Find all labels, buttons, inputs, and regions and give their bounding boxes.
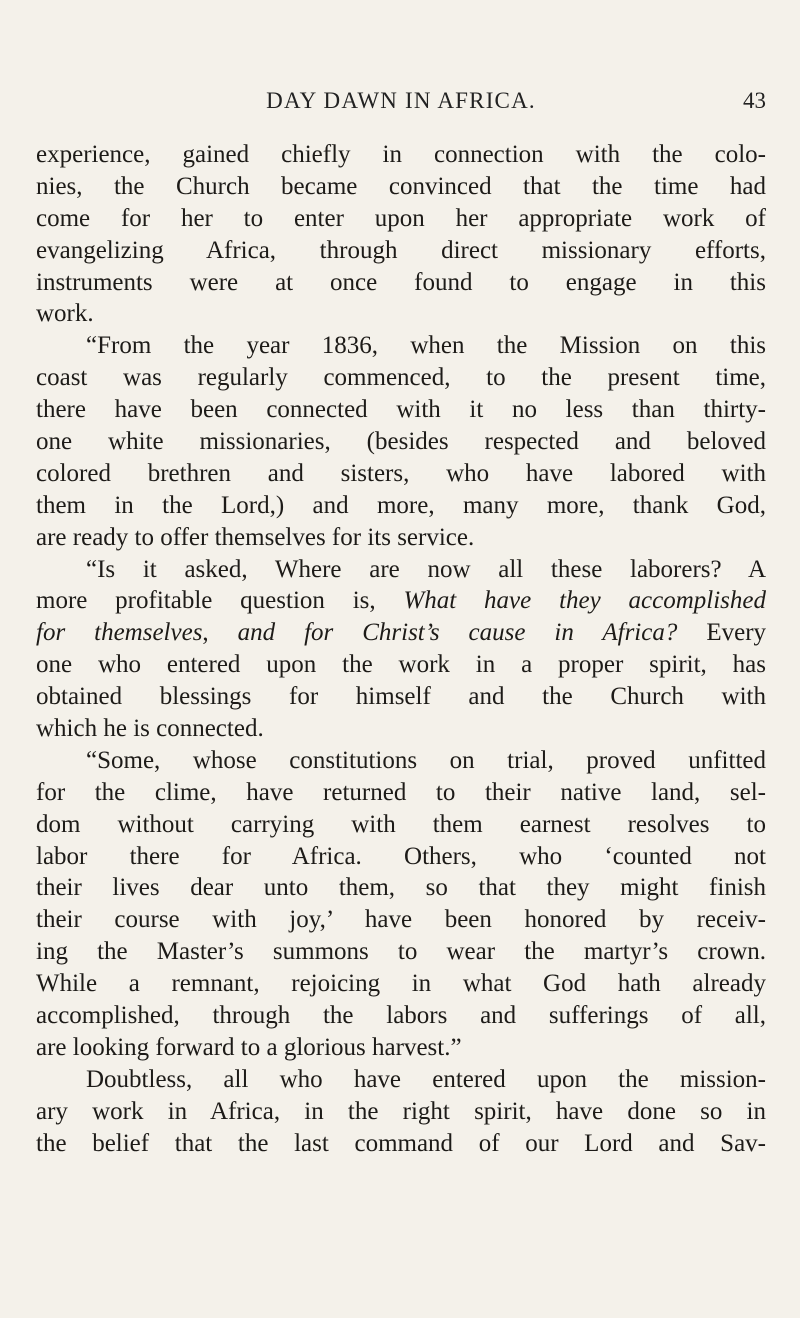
text-line: ing the Master’s summons to wear the martyr’s crown. [36, 938, 766, 966]
text-line: come for her to enter upon her appropriate work of [36, 204, 766, 232]
text-run: , [202, 619, 209, 647]
text-line: ary work in Africa, in the right spirit, have done so in [36, 1097, 766, 1125]
text-line: the belief that the last command of our Lord and Sav- [36, 1129, 766, 1157]
running-head [36, 88, 766, 122]
text-line: nies, the Church became convinced that the time had [36, 172, 766, 200]
text-line: obtained blessings for himself and the Church with [36, 683, 766, 711]
text-run: more profitable question is, [36, 587, 376, 615]
text-line: labor there for Africa. Others, who ‘counted not [36, 842, 766, 870]
page-number: 43 [743, 88, 766, 113]
text-line: coast was regularly commenced, to the present time, [36, 364, 766, 392]
text-line: While a remnant, rejoicing in what God hath already [36, 970, 766, 998]
text-line: which he is connected. [36, 715, 264, 743]
text-line: their course with joy,’ have been honored by receiv- [36, 906, 766, 934]
text-line: instruments were at once found to engage in this [36, 268, 766, 296]
text-line: one who entered upon the work in a proper spirit, has [36, 651, 766, 679]
text-line: for the clime, have returned to their native land, sel- [36, 778, 766, 806]
text-line: are ready to offer themselves for its service. [36, 523, 475, 551]
text-line: are looking forward to a glorious harvest.” [36, 1033, 462, 1061]
text-line: their lives dear unto them, so that they might finish [36, 874, 766, 902]
italic-text: for themselves [36, 619, 203, 647]
text-line: them in the Lord,) and more, many more, thank God, [36, 491, 766, 519]
text-line: experience, gained chiefly in connection with the colo- [36, 141, 766, 168]
text-line: accomplished, through the labors and sufferings of all, [36, 1002, 766, 1030]
text-line: “From the year 1836, when the Mission on this [86, 332, 766, 360]
text-line: “Some, whose constitutions on trial, proved unfitted [86, 746, 766, 774]
text-line: one white missionaries, (besides respected and beloved [36, 428, 766, 456]
text-line: there have been connected with it no less than thirty- [36, 396, 766, 424]
text-line [36, 585, 766, 617]
text-line: Doubtless, all who have entered upon the mission- [86, 1065, 766, 1093]
text-line: colored brethren and sisters, who have labored with [36, 459, 766, 487]
text-line [36, 617, 766, 649]
body-text [36, 139, 766, 1160]
text-line: dom without carrying with them earnest resolves to [36, 810, 766, 838]
text-line: evangelizing Africa, through direct missionary efforts, [36, 236, 766, 264]
text-run: Every [706, 619, 766, 647]
italic-text: What have they accomplished [403, 587, 766, 615]
italic-text: and for Christ’s cause in Africa? [237, 619, 678, 647]
text-line: “Is it asked, Where are now all these laborers? A [86, 555, 766, 583]
running-title: DAY DAWN IN AFRICA. [266, 88, 536, 113]
text-line: work. [36, 300, 94, 328]
